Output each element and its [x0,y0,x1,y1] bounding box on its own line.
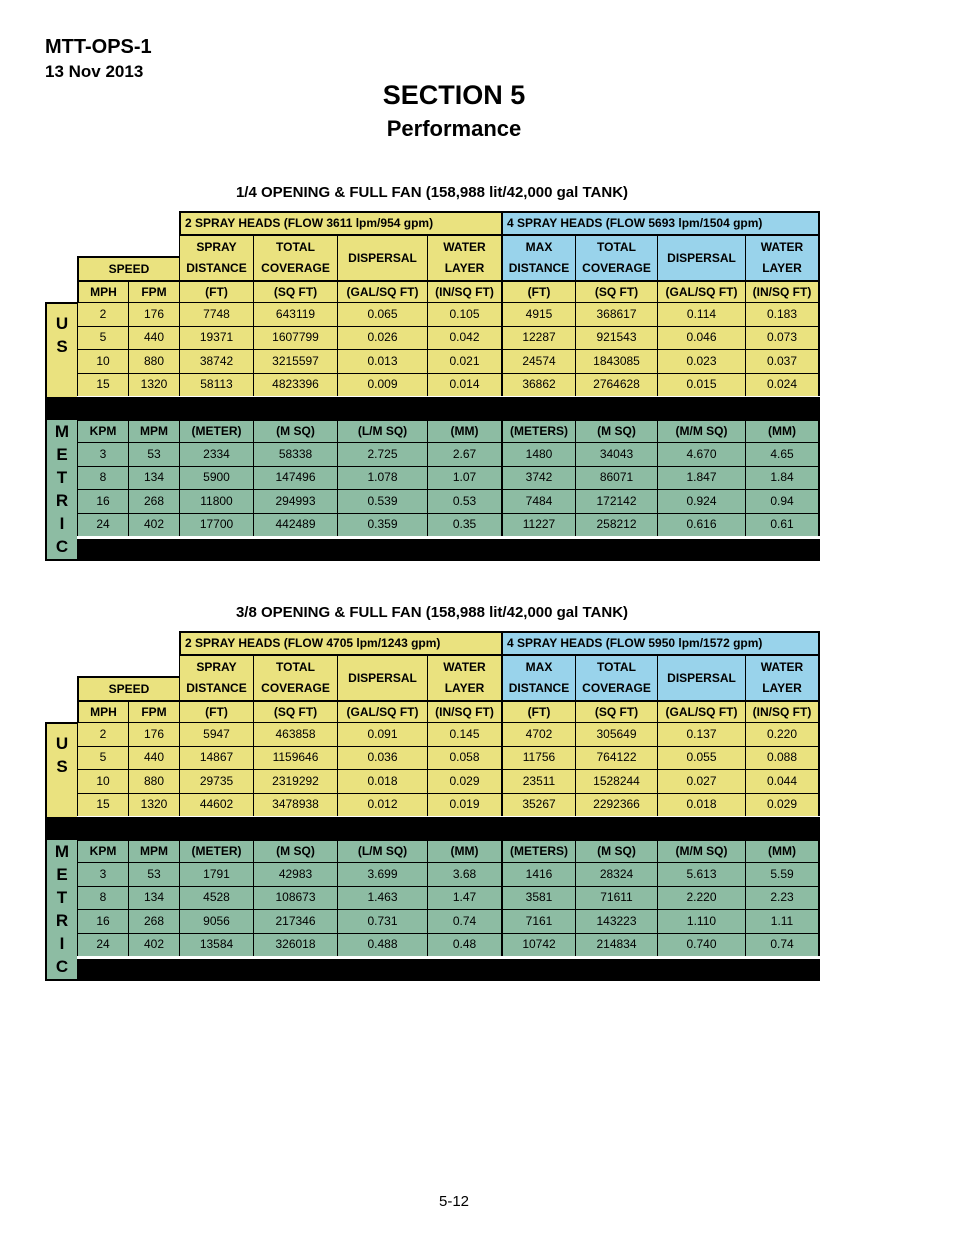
metric-data-cell: 58338 [253,442,337,466]
column-header [501,234,575,280]
us-data-cell: 0.183 [745,302,820,326]
metric-label-letter: C [55,537,69,556]
column-header [337,654,427,700]
us-data-cell: 0.024 [745,373,820,397]
column-header [501,654,575,700]
us-data-cell: 10 [77,349,128,373]
column-header [745,234,820,280]
metric-data-cell: 4528 [179,886,253,910]
us-data-cell: 764122 [575,746,657,770]
us-data-cell: 0.105 [427,302,501,326]
us-data-cell: 0.027 [657,769,745,793]
us-data-cell: 440 [128,326,179,350]
us-data-cell: 58113 [179,373,253,397]
metric-label-letter: E [56,865,68,884]
speed-header: SPEED [77,676,179,700]
column-header-text: TOTAL [597,240,636,254]
us-data-cell: 0.145 [427,722,501,746]
metric-data-cell: 0.61 [745,513,820,537]
us-data-cell: 7748 [179,302,253,326]
metric-data-cell: 17700 [179,513,253,537]
column-header-text: TOTAL [276,660,315,674]
us-data-cell: 0.019 [427,793,501,817]
us-data-cell: 15 [77,373,128,397]
column-header-text: WATER [760,240,804,254]
metric-data-cell: 86071 [575,466,657,490]
column-header-text: SPRAY [196,240,237,254]
us-data-cell: 0.220 [745,722,820,746]
document-date: 13 Nov 2013 [45,62,144,81]
us-data-cell: 4702 [501,722,575,746]
us-unit-header: (GAL/SQ FT) [657,700,745,722]
metric-label-letter: M [54,842,70,861]
us-data-cell: 2 [77,722,128,746]
separator-band [45,397,820,420]
us-data-cell: 0.088 [745,746,820,770]
us-data-cell: 0.014 [427,373,501,397]
column-header-text: LAYER [762,261,802,275]
group-header-2-spray: 2 SPRAY HEADS (FLOW 4705 lpm/1243 gpm) [179,631,501,654]
column-header [179,654,253,700]
metric-unit-header: (METER) [179,420,253,442]
metric-data-cell: 24 [77,513,128,537]
us-data-cell: 1320 [128,793,179,817]
us-data-cell: 0.036 [337,746,427,770]
column-header-text: WATER [760,660,804,674]
us-unit-header: (IN/SQ FT) [745,700,820,722]
metric-data-cell: 4.670 [657,442,745,466]
us-data-cell: 5 [77,326,128,350]
us-data-cell: 2292366 [575,793,657,817]
us-data-cell: 0.058 [427,746,501,770]
metric-unit-header: (MM) [745,840,820,862]
column-header-text: WATER [443,660,486,674]
us-data-cell: 15 [77,793,128,817]
column-header-text: DISPERSAL [348,670,417,685]
us-label-letter: U [55,734,69,753]
metric-units-label [45,840,77,981]
column-header [657,654,745,700]
column-header [745,654,820,700]
metric-label-letter: I [59,934,65,953]
metric-unit-header: (METER) [179,840,253,862]
us-data-cell: 1159646 [253,746,337,770]
us-data-cell: 4823396 [253,373,337,397]
metric-unit-header: (MM) [427,840,501,862]
us-unit-header: (IN/SQ FT) [427,280,501,302]
us-unit-header: MPH [77,700,128,722]
us-unit-header: (GAL/SQ FT) [337,280,427,302]
metric-data-cell: 0.740 [657,933,745,957]
metric-data-cell: 268 [128,909,179,933]
metric-data-cell: 3.699 [337,862,427,886]
column-header-text: DISTANCE [508,681,570,695]
us-data-cell: 1843085 [575,349,657,373]
metric-data-cell: 16 [77,909,128,933]
us-data-cell: 5 [77,746,128,770]
metric-data-cell: 0.731 [337,909,427,933]
metric-data-cell: 16 [77,489,128,513]
metric-data-cell: 0.924 [657,489,745,513]
us-data-cell: 368617 [575,302,657,326]
metric-label-letter: M [54,422,70,441]
column-header-text: DISPERSAL [667,250,736,265]
table-2-title: 3/8 OPENING & FULL FAN (158,988 lit/42,000 gal TANK) [235,604,629,621]
metric-unit-header: KPM [77,840,128,862]
metric-data-cell: 134 [128,886,179,910]
metric-data-cell: 3 [77,862,128,886]
metric-unit-header: (M SQ) [575,840,657,862]
metric-data-cell: 1.847 [657,466,745,490]
us-data-cell: 3478938 [253,793,337,817]
metric-data-cell: 10742 [501,933,575,957]
metric-data-cell: 214834 [575,933,657,957]
column-header [575,654,657,700]
us-data-cell: 305649 [575,722,657,746]
metric-data-cell: 402 [128,933,179,957]
us-data-cell: 0.037 [745,349,820,373]
us-data-cell: 921543 [575,326,657,350]
metric-data-cell: 3742 [501,466,575,490]
column-header-text: MAX [525,240,553,254]
us-data-cell: 0.137 [657,722,745,746]
performance-table-2 [0,420,954,976]
column-header-text: MAX [525,660,553,674]
document-id: MTT-OPS-1 [45,36,152,58]
column-header-text: SPRAY [196,660,237,674]
column-header-text: LAYER [444,261,485,275]
section-title: SECTION 5 [382,80,526,110]
metric-data-cell: 172142 [575,489,657,513]
metric-data-cell: 8 [77,466,128,490]
metric-unit-header: (MM) [745,420,820,442]
metric-unit-header: (METERS) [501,840,575,862]
us-data-cell: 0.046 [657,326,745,350]
column-header-text: COVERAGE [261,681,330,695]
column-header [575,234,657,280]
metric-label-letter: R [55,491,69,510]
metric-data-cell: 217346 [253,909,337,933]
metric-data-cell: 2.23 [745,886,820,910]
metric-data-cell: 1.463 [337,886,427,910]
us-data-cell: 463858 [253,722,337,746]
metric-unit-header: (L/M SQ) [337,840,427,862]
metric-data-cell: 11800 [179,489,253,513]
metric-data-cell: 71611 [575,886,657,910]
us-data-cell: 176 [128,722,179,746]
us-data-cell: 2319292 [253,769,337,793]
us-data-cell: 19371 [179,326,253,350]
us-label-letter: S [56,757,68,776]
metric-data-cell: 1.07 [427,466,501,490]
metric-data-cell: 1.84 [745,466,820,490]
us-unit-header: MPH [77,280,128,302]
metric-data-cell: 258212 [575,513,657,537]
us-data-cell: 23511 [501,769,575,793]
us-units-label [45,302,77,397]
us-unit-header: FPM [128,700,179,722]
metric-label-letter: R [55,911,69,930]
us-data-cell: 0.029 [427,769,501,793]
us-unit-header: (IN/SQ FT) [745,280,820,302]
bottom-band [77,959,820,981]
metric-data-cell: 0.488 [337,933,427,957]
us-unit-header: (SQ FT) [575,700,657,722]
metric-unit-header: (M SQ) [253,840,337,862]
us-data-cell: 2 [77,302,128,326]
metric-data-cell: 1416 [501,862,575,886]
metric-label-letter: E [56,445,68,464]
us-data-cell: 11756 [501,746,575,770]
column-header [179,234,253,280]
column-header-text: COVERAGE [261,261,330,275]
us-units-label [45,722,77,817]
us-data-cell: 0.013 [337,349,427,373]
metric-data-cell: 1.078 [337,466,427,490]
column-header [427,234,501,280]
column-header-text: DISTANCE [186,681,247,695]
column-header-text: TOTAL [597,660,636,674]
metric-data-cell: 28324 [575,862,657,886]
us-data-cell: 1607799 [253,326,337,350]
us-data-cell: 0.029 [745,793,820,817]
us-data-cell: 0.015 [657,373,745,397]
metric-unit-header: (M SQ) [253,420,337,442]
metric-unit-header: (L/M SQ) [337,420,427,442]
metric-data-cell: 53 [128,442,179,466]
us-unit-header: (FT) [179,700,253,722]
us-data-cell: 44602 [179,793,253,817]
performance-table-1 [0,0,954,556]
metric-data-cell: 134 [128,466,179,490]
us-data-cell: 643119 [253,302,337,326]
metric-data-cell: 5.59 [745,862,820,886]
metric-data-cell: 1.11 [745,909,820,933]
metric-data-cell: 11227 [501,513,575,537]
us-data-cell: 0.042 [427,326,501,350]
us-data-cell: 0.114 [657,302,745,326]
column-header-text: COVERAGE [582,681,651,695]
metric-unit-header: (M/M SQ) [657,420,745,442]
us-data-cell: 880 [128,769,179,793]
metric-data-cell: 4.65 [745,442,820,466]
us-unit-header: (SQ FT) [253,700,337,722]
metric-data-cell: 53 [128,862,179,886]
metric-data-cell: 34043 [575,442,657,466]
us-unit-header: (FT) [501,280,575,302]
us-label-letter: U [55,314,69,333]
metric-data-cell: 0.74 [427,909,501,933]
us-data-cell: 12287 [501,326,575,350]
us-data-cell: 5947 [179,722,253,746]
column-header-text: TOTAL [276,240,315,254]
us-data-cell: 38742 [179,349,253,373]
us-unit-header: (IN/SQ FT) [427,700,501,722]
metric-data-cell: 5900 [179,466,253,490]
column-header [657,234,745,280]
us-label-letter: S [56,337,68,356]
page-number: 5-12 [438,1193,470,1210]
us-data-cell: 4915 [501,302,575,326]
column-header-text: LAYER [444,681,485,695]
metric-unit-header: (M SQ) [575,420,657,442]
metric-data-cell: 326018 [253,933,337,957]
us-data-cell: 0.073 [745,326,820,350]
column-header-text: DISPERSAL [348,250,417,265]
metric-data-cell: 268 [128,489,179,513]
us-data-cell: 14867 [179,746,253,770]
speed-header: SPEED [77,256,179,280]
us-data-cell: 0.023 [657,349,745,373]
column-header [253,234,337,280]
us-data-cell: 1320 [128,373,179,397]
us-data-cell: 0.026 [337,326,427,350]
metric-data-cell: 2.725 [337,442,427,466]
metric-unit-header: MPM [128,420,179,442]
us-unit-header: (SQ FT) [253,280,337,302]
metric-data-cell: 7484 [501,489,575,513]
us-data-cell: 24574 [501,349,575,373]
metric-data-cell: 1791 [179,862,253,886]
us-data-cell: 0.055 [657,746,745,770]
metric-data-cell: 5.613 [657,862,745,886]
metric-data-cell: 42983 [253,862,337,886]
metric-data-cell: 0.539 [337,489,427,513]
metric-unit-header: KPM [77,420,128,442]
metric-data-cell: 108673 [253,886,337,910]
us-data-cell: 1528244 [575,769,657,793]
metric-data-cell: 0.35 [427,513,501,537]
column-header-text: WATER [443,240,486,254]
us-data-cell: 29735 [179,769,253,793]
metric-data-cell: 13584 [179,933,253,957]
us-data-cell: 35267 [501,793,575,817]
metric-data-cell: 3581 [501,886,575,910]
metric-label-letter: C [55,957,69,976]
column-header [427,654,501,700]
column-header-text: DISTANCE [508,261,570,275]
metric-data-cell: 3.68 [427,862,501,886]
us-unit-header: FPM [128,280,179,302]
us-data-cell: 176 [128,302,179,326]
column-header-text: COVERAGE [582,261,651,275]
us-data-cell: 0.018 [337,769,427,793]
metric-unit-header: (M/M SQ) [657,840,745,862]
metric-label-letter: I [59,514,65,533]
metric-data-cell: 24 [77,933,128,957]
us-data-cell: 10 [77,769,128,793]
metric-data-cell: 0.359 [337,513,427,537]
us-data-cell: 0.091 [337,722,427,746]
metric-data-cell: 402 [128,513,179,537]
metric-data-cell: 0.53 [427,489,501,513]
metric-data-cell: 294993 [253,489,337,513]
metric-data-cell: 1480 [501,442,575,466]
metric-data-cell: 8 [77,886,128,910]
metric-data-cell: 7161 [501,909,575,933]
us-data-cell: 440 [128,746,179,770]
us-unit-header: (FT) [501,700,575,722]
metric-data-cell: 0.616 [657,513,745,537]
metric-data-cell: 2.220 [657,886,745,910]
metric-data-cell: 0.94 [745,489,820,513]
metric-data-cell: 0.74 [745,933,820,957]
us-data-cell: 0.018 [657,793,745,817]
column-header-text: DISPERSAL [667,670,736,685]
group-header-4-spray: 4 SPRAY HEADS (FLOW 5693 lpm/1504 gpm) [501,211,820,234]
us-unit-header: (GAL/SQ FT) [657,280,745,302]
us-unit-header: (GAL/SQ FT) [337,700,427,722]
us-data-cell: 36862 [501,373,575,397]
column-header-text: DISTANCE [186,261,247,275]
metric-data-cell: 0.48 [427,933,501,957]
us-data-cell: 0.021 [427,349,501,373]
column-header-text: LAYER [762,681,802,695]
metric-data-cell: 9056 [179,909,253,933]
metric-data-cell: 2334 [179,442,253,466]
us-data-cell: 0.009 [337,373,427,397]
metric-label-letter: T [56,888,68,907]
separator-band [45,817,820,840]
column-header [337,234,427,280]
group-header-2-spray: 2 SPRAY HEADS (FLOW 3611 lpm/954 gpm) [179,211,501,234]
metric-data-cell: 1.47 [427,886,501,910]
metric-data-cell: 2.67 [427,442,501,466]
us-unit-header: (FT) [179,280,253,302]
column-header [253,654,337,700]
us-data-cell: 2764628 [575,373,657,397]
us-data-cell: 0.012 [337,793,427,817]
metric-unit-header: (MM) [427,420,501,442]
us-data-cell: 3215597 [253,349,337,373]
us-unit-header: (SQ FT) [575,280,657,302]
metric-label-letter: T [56,468,68,487]
metric-data-cell: 1.110 [657,909,745,933]
us-data-cell: 880 [128,349,179,373]
metric-data-cell: 442489 [253,513,337,537]
us-data-cell: 0.065 [337,302,427,326]
group-header-4-spray: 4 SPRAY HEADS (FLOW 5950 lpm/1572 gpm) [501,631,820,654]
metric-unit-header: (METERS) [501,420,575,442]
table-1-title: 1/4 OPENING & FULL FAN (158,988 lit/42,000 gal TANK) [235,184,629,201]
metric-unit-header: MPM [128,840,179,862]
section-subtitle: Performance [386,116,522,141]
metric-data-cell: 147496 [253,466,337,490]
metric-data-cell: 3 [77,442,128,466]
metric-data-cell: 143223 [575,909,657,933]
us-data-cell: 0.044 [745,769,820,793]
